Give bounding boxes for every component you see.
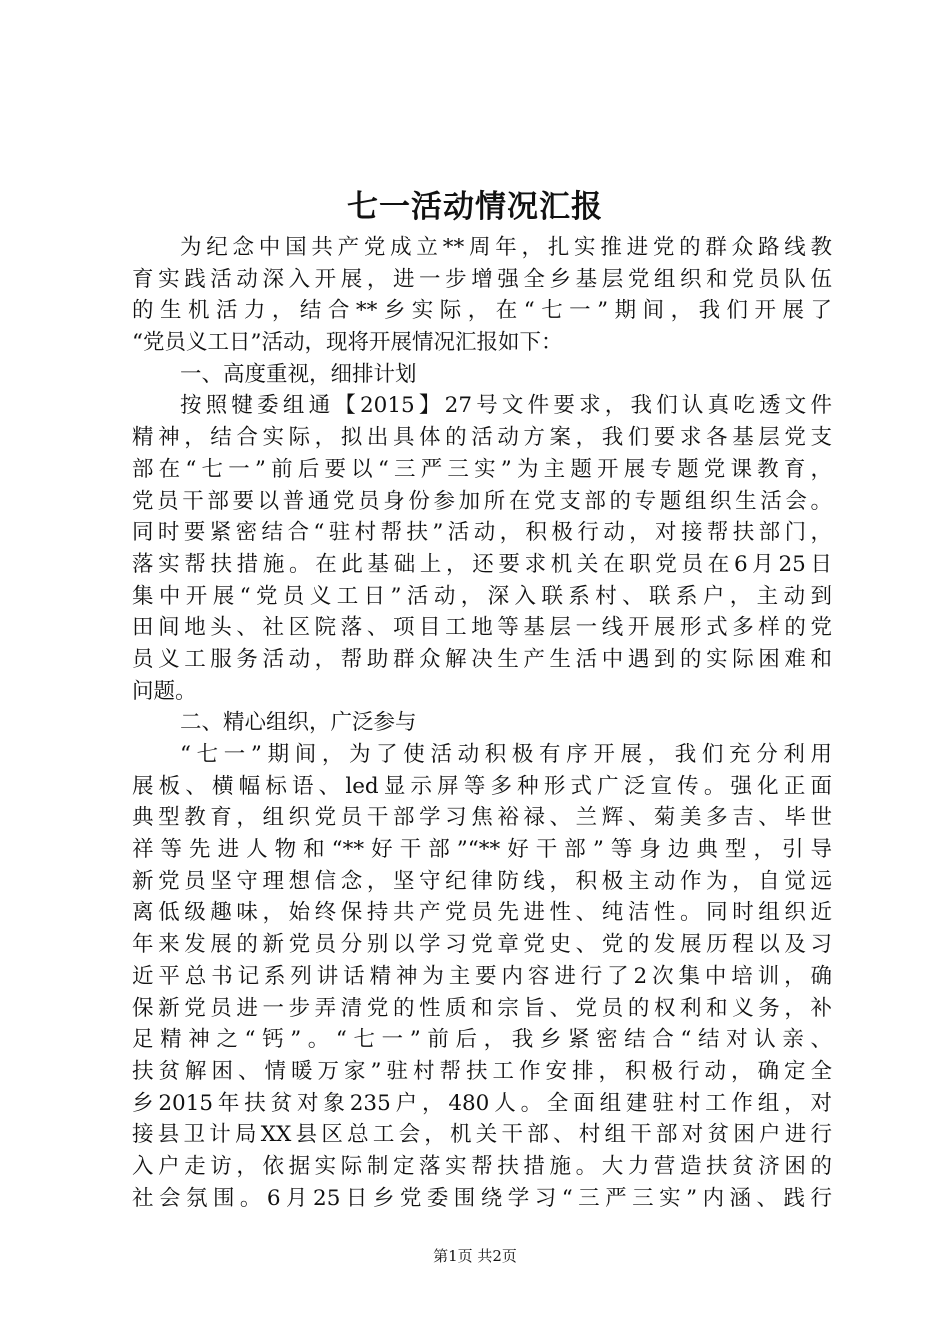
body-line: 二、精心组织，广泛参与	[180, 710, 417, 736]
body-line: 党员干部要以普通党员身份参加所在党支部的专题组织生活会。	[132, 488, 832, 514]
body-line: 问题。	[132, 678, 197, 704]
body-line: 展板、横幅标语、led显示屏等多种形式广泛宣传。强化正面	[132, 773, 832, 799]
body-line: 年来发展的新党员分别以学习党章党史、党的发展历程以及习	[132, 932, 832, 958]
body-line: 扶贫解困、情暖万家”驻村帮扶工作安排，积极行动，确定全	[132, 1058, 832, 1084]
body-line: 落实帮扶措施。在此基础上，还要求机关在职党员在6月25日	[132, 551, 832, 577]
body-line: 典型教育，组织党员干部学习焦裕禄、兰辉、菊美多吉、毕世	[132, 805, 832, 831]
body-line: 离低级趣味，始终保持共产党员先进性、纯洁性。同时组织近	[132, 900, 832, 926]
body-line: 的生机活力，结合**乡实际，在“七一”期间，我们开展了	[132, 298, 832, 324]
body-line: 祥等先进人物和“**好干部”“**好干部”等身边典型，引导	[132, 837, 832, 863]
body-line: 一、高度重视，细排计划	[180, 361, 417, 387]
body-line: 近平总书记系列讲话精神为主要内容进行了2次集中培训，确	[132, 963, 832, 989]
body-line: 为纪念中国共产党成立**周年，扎实推进党的群众路线教	[180, 235, 832, 260]
body-line: 按照犍委组通【2015】27号文件要求，我们认真吃透文件	[180, 393, 832, 419]
body-line: 精神，结合实际，拟出具体的活动方案，我们要求各基层党支	[132, 425, 832, 451]
body-line: “七一”期间，为了使活动积极有序开展，我们充分利用	[180, 742, 832, 767]
body-line: 同时要紧密结合“驻村帮扶”活动，积极行动，对接帮扶部门，	[132, 520, 832, 546]
body-line: 集中开展“党员义工日”活动，深入联系村、联系户，主动到	[132, 583, 832, 609]
document-title: 七一活动情况汇报	[347, 189, 603, 225]
body-line: 部在“七一”前后要以“三严三实”为主题开展专题党课教育，	[132, 456, 832, 482]
body-line: 育实践活动深入开展，进一步增强全乡基层党组织和党员队伍	[132, 266, 832, 292]
body-line: 员义工服务活动，帮助群众解决生产生活中遇到的实际困难和	[132, 646, 832, 672]
body-line: 接县卫计局XX县区总工会，机关干部、村组干部对贫困户进行	[132, 1122, 832, 1148]
body-line: 新党员坚守理想信念，坚守纪律防线，积极主动作为，自觉远	[132, 868, 832, 894]
page-footer: 第1页 共2页	[433, 1247, 517, 1265]
document-body	[132, 232, 832, 1214]
body-line: 乡2015年扶贫对象235户，480人。全面组建驻村工作组，对	[132, 1090, 832, 1116]
body-line: 田间地头、社区院落、项目工地等基层一线开展形式多样的党	[132, 615, 832, 641]
body-line: 保新党员进一步弄清党的性质和宗旨、党员的权利和义务，补	[132, 995, 832, 1021]
body-line: “党员义工日”活动，现将开展情况汇报如下：	[132, 330, 563, 356]
body-line: 足精神之“钙”。“七一”前后，我乡紧密结合“结对认亲、	[132, 1027, 832, 1053]
body-line: 入户走访，依据实际制定落实帮扶措施。大力营造扶贫济困的	[132, 1153, 832, 1179]
body-line: 社会氛围。6月25日乡党委围绕学习“三严三实”内涵、践行	[132, 1185, 832, 1211]
